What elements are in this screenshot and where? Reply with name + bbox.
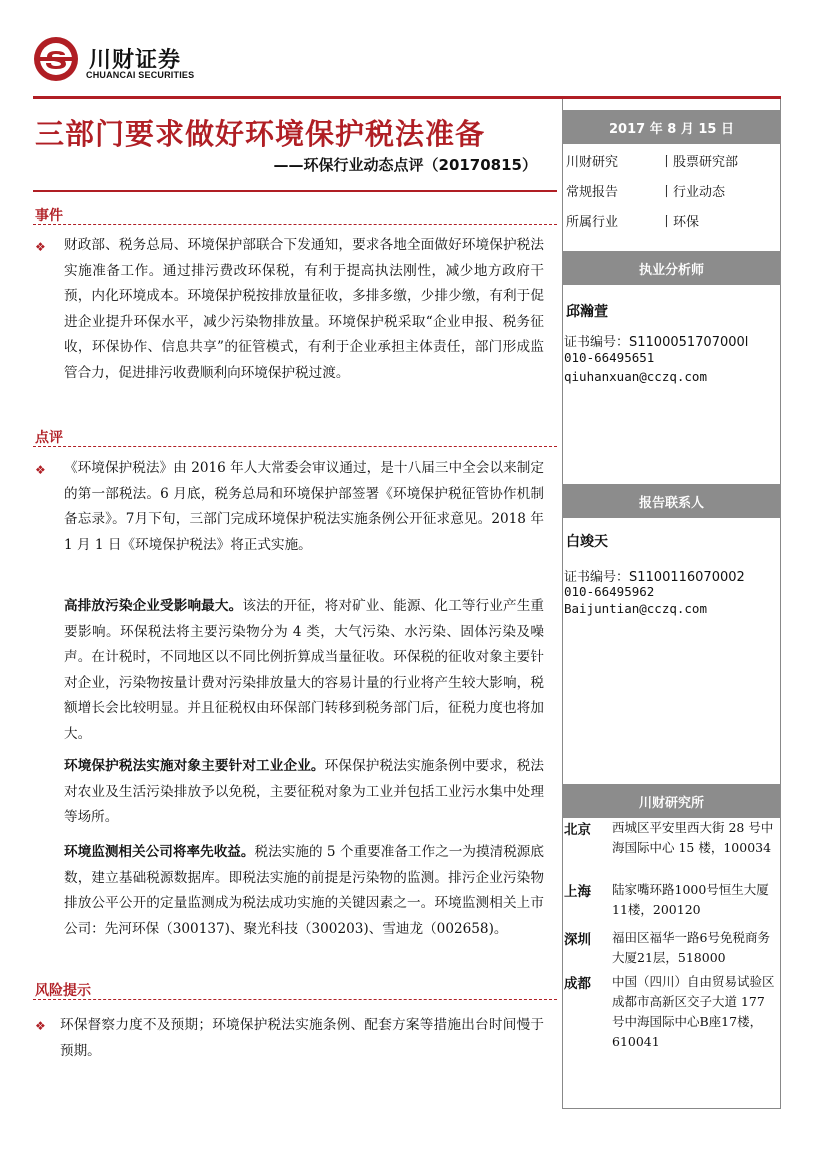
diamond-bullet-icon: ❖ xyxy=(35,240,46,254)
paragraph-lead: 环境保护税法实施对象主要针对工业企业。 xyxy=(64,758,325,774)
title-divider xyxy=(33,190,557,192)
section-heading-risk: 风险提示 xyxy=(35,983,91,999)
paragraph-body: 该法的开征，将对矿业、能源、化工等行业产生重要影响。环保税法将主要污染物分为 4 类，大气污染、水污染、固体污染及噪声。在计税时，不同地区以不同比例折算成当量征收。环保税的征收对象主要针对企业，污染物按量计费对污染排放量大的容易计量的行业将产生较大影响，税额增长会比较明显。并且征税权由环保部门转移到税务部门后，征税力度也将加大。 xyxy=(64,598,545,742)
paragraph-body: 税法实施的 5 个重要准备工作之一为摸清税源底数，建立基础税源数据库。即税法实施的前提是污染物的监测。排污企业污染物排放公平公开的定量监测成为税法成功实施的关键因素之一。环境监测相关上市公司：先河环保（300137)、聚光科技（300203)、雪迪龙（002658)。 xyxy=(64,844,545,937)
contact-cert: 证书编号：S1100116070002 xyxy=(564,570,745,585)
section-heading-comment: 点评 xyxy=(35,430,63,446)
paragraph-lead: 环境监测相关公司将率先收益。 xyxy=(64,844,255,860)
meta-label: 常规报告 xyxy=(566,185,619,200)
analyst-cert: 证书编号：S1100051707000l xyxy=(564,335,749,350)
office-city: 成都 xyxy=(564,976,591,992)
contact-email[interactable]: Baijuntian@cczq.com xyxy=(564,601,707,616)
paragraph-lead: 高排放污染企业受影响最大。 xyxy=(64,598,243,614)
diamond-bullet-icon: ❖ xyxy=(35,463,46,477)
meta-label: 所属行业 xyxy=(566,215,619,230)
brand-name-cn: 川财证券 xyxy=(89,48,182,73)
contact-section-title: 报告联系人 xyxy=(562,484,781,518)
office-city: 北京 xyxy=(564,822,591,838)
comment-paragraph-3 xyxy=(64,754,544,831)
institute-section-title: 川财研究所 xyxy=(562,784,781,818)
comment-paragraph-2 xyxy=(64,594,544,748)
meta-value: 丨环保 xyxy=(660,215,700,230)
analyst-section-title: 执业分析师 xyxy=(562,251,781,285)
report-subtitle: ——环保行业动态点评（20170815） xyxy=(273,156,537,174)
comment-paragraph-4 xyxy=(64,840,544,942)
brand-name-en: CHUANCAI SECURITIES xyxy=(86,70,195,80)
office-address: 西城区平安里西大街 28 号中海国际中心 15 楼，100034 xyxy=(612,820,774,855)
diamond-bullet-icon: ❖ xyxy=(35,1019,46,1033)
section-divider xyxy=(33,999,557,1000)
report-title: 三部门要求做好环境保护税法准备 xyxy=(35,117,486,151)
office-city: 深圳 xyxy=(564,932,591,948)
paragraph-body: 环保保护税法实施条例中要求，税法对农业及生活污染排放予以免税，主要征税对象为工业并包括工业污水集中处理等场所。 xyxy=(64,758,545,826)
risk-paragraph: 环保督察力度不及预期；环境保护税法实施条例、配套方案等措施出台时间慢于预期。 xyxy=(60,1017,544,1059)
contact-phone: 010-66495962 xyxy=(564,584,655,599)
office-address: 福田区福华一路6号免税商务大厦21层，518000 xyxy=(612,930,770,965)
analyst-email[interactable]: qiuhanxuan@cczq.com xyxy=(564,369,707,384)
meta-label: 川财研究 xyxy=(566,155,619,170)
office-city: 上海 xyxy=(564,884,591,900)
report-date: 2017 年 8 月 15 日 xyxy=(562,110,781,144)
section-heading-event: 事件 xyxy=(35,208,63,224)
meta-value: 丨股票研究部 xyxy=(660,155,739,170)
meta-value: 丨行业动态 xyxy=(660,185,726,200)
chuancai-logo-icon xyxy=(33,36,79,82)
section-divider xyxy=(33,446,557,447)
contact-name: 白竣天 xyxy=(566,534,608,550)
comment-paragraph-1: 《环境保护税法》由 2016 年人大常委会审议通过，是十八届三中全会以来制定的第一部税法。6 月底，税务总局和环境保护部签署《环境保护税征管协作机制备忘录》。7月下旬，三部门完成环境保护税法实施条例公开征求意见。2018 年 1 月 1 日《环境保护税法》将正式实施。 xyxy=(64,460,544,553)
event-paragraph: 财政部、税务总局、环境保护部联合下发通知，要求各地全面做好环境保护税法实施准备工作。通过排污费改环保税，有利于提高执法刚性，减少地方政府干预，内化环境成本。环境保护税按排放量征收，多排多缴，少排少缴，有利于促进企业提升环保水平，减少污染物排放量。环境保护税采取“企业申报、税务征收，环保协作、信息共享”的征管模式，有利于企业承担主体责任，部门形成监管合力，促进排污收费顺利向环境保护税过渡。 xyxy=(64,237,544,381)
office-address: 陆家嘴环路1000号恒生大厦11楼，200120 xyxy=(612,882,769,917)
analyst-phone: 010-66495651 xyxy=(564,350,655,365)
office-address: 中国（四川）自由贸易试验区成都市高新区交子大道 177 号中海国际中心B座17楼，610041 xyxy=(612,974,775,1049)
section-divider xyxy=(33,224,557,225)
analyst-name: 邱瀚萱 xyxy=(566,304,608,320)
